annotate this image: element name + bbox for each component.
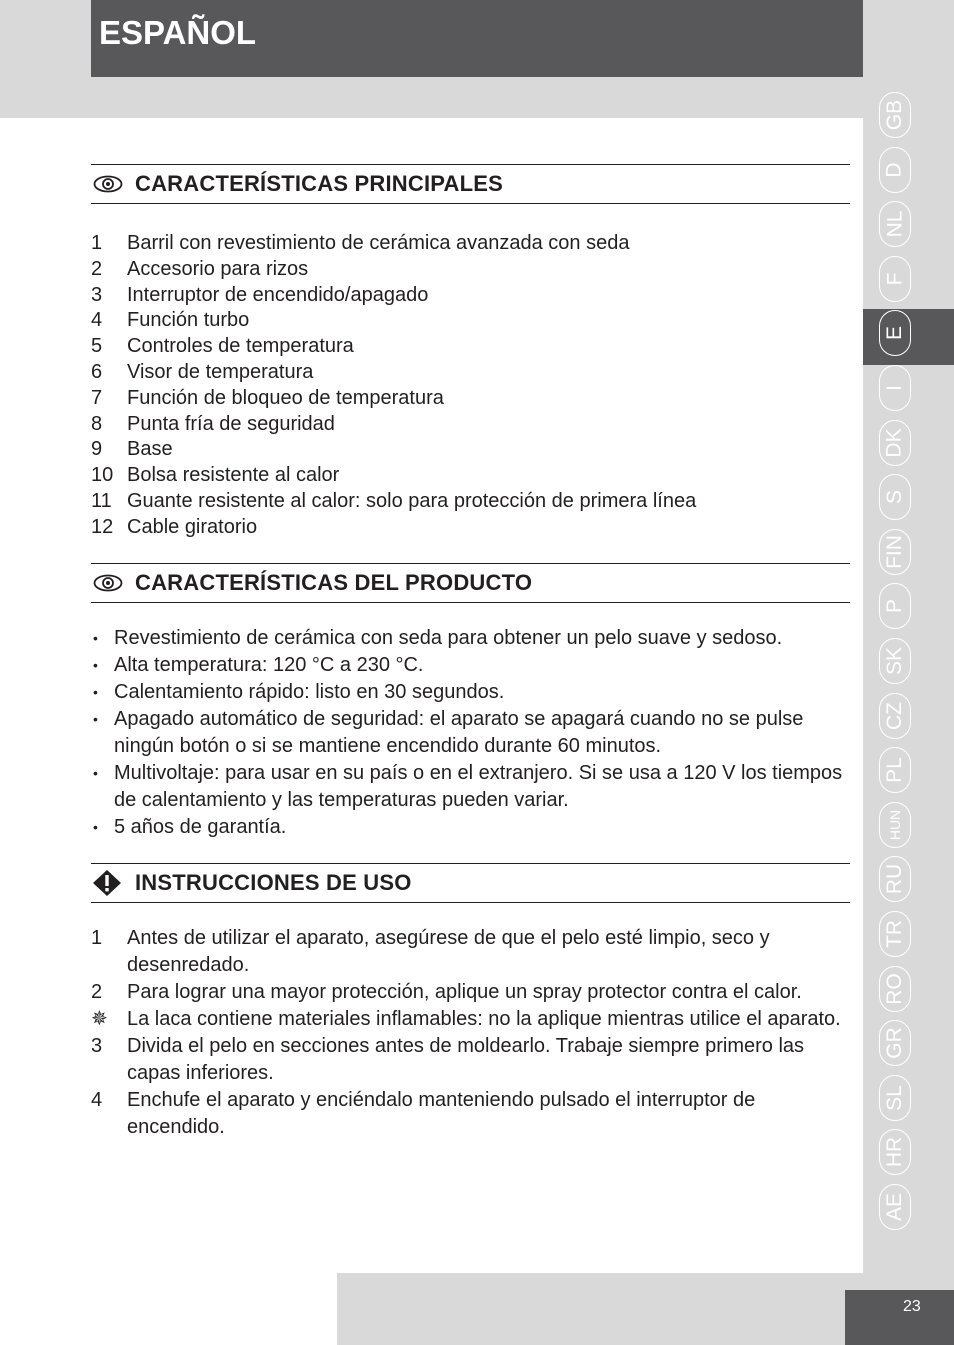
title-bar [91, 0, 863, 77]
language-tab-label: AE [882, 1192, 906, 1222]
list-item [91, 679, 850, 706]
step-text: Divida el pelo en secciones antes de moldearlo. Trabaje siempre primero las capas inferiores. [127, 1034, 805, 1084]
main-content [91, 164, 850, 1141]
step-number: 1 [91, 926, 103, 949]
item-number: 11 [91, 489, 112, 512]
language-tab-label: F [882, 272, 906, 286]
eye-icon [93, 573, 123, 593]
language-tab-sl[interactable] [879, 1075, 911, 1121]
list-item [91, 437, 850, 463]
language-tab-label: HR [883, 1137, 906, 1168]
page-number-box [845, 1290, 954, 1345]
language-tab-ae[interactable] [879, 1184, 911, 1230]
list-item [91, 283, 850, 309]
item-text: Punta fría de seguridad [127, 412, 335, 435]
language-tab-p[interactable] [879, 583, 911, 629]
step-text: Enchufe el aparato y enciéndalo manteniendo pulsado el interruptor de encendido. [127, 1088, 756, 1138]
section-title-instructions: INSTRUCCIONES DE USO [135, 869, 412, 895]
bullet: • [93, 710, 98, 727]
language-tab-label: S [882, 490, 906, 505]
list-item [91, 308, 850, 334]
item-text: Revestimiento de cerámica con seda para obtener un pelo suave y sedoso. [114, 626, 783, 649]
step-item [91, 979, 850, 1006]
item-text: Apagado automático de seguridad: el aparato se apagará cuando no se pulse ningún botón o si se mantiene encendido durante 60 minutos. [114, 707, 804, 757]
language-tab-label: D [882, 162, 906, 178]
item-number: 7 [91, 386, 103, 409]
item-text: Calentamiento rápido: listo en 30 segundos. [114, 680, 505, 703]
language-tab-gb[interactable] [879, 92, 911, 138]
section-header-product [91, 563, 850, 603]
language-tab-e[interactable] [879, 310, 911, 356]
language-tab-f[interactable] [879, 256, 911, 302]
list-item [91, 463, 850, 489]
step-number: 2 [91, 980, 103, 1003]
list-item [91, 360, 850, 386]
step-item [91, 1087, 850, 1141]
section-header-features [91, 164, 850, 204]
language-tab-fin[interactable] [879, 529, 911, 575]
list-item [91, 706, 850, 760]
item-text: Multivoltaje: para usar en su país o en el extranjero. Si se usa a 120 V los tiempos de calentamiento y las temperaturas pueden variar. [114, 761, 843, 811]
item-number: 9 [91, 438, 103, 461]
item-number: 12 [91, 515, 114, 538]
language-tab-i[interactable] [879, 365, 911, 411]
item-text: Alta temperatura: 120 °C a 230 °C. [114, 653, 424, 676]
language-tab-dk[interactable] [879, 420, 911, 466]
language-tab-ro[interactable] [879, 966, 911, 1012]
page-title: ESPAÑOL [99, 14, 257, 51]
list-item [91, 652, 850, 679]
language-tab-label: RU [883, 864, 906, 895]
product-features-list [91, 625, 850, 841]
item-text: Bolsa resistente al calor [127, 464, 340, 487]
language-tab-label: CZ [883, 701, 906, 730]
list-item [91, 386, 850, 412]
language-tab-nl[interactable] [879, 201, 911, 247]
language-tab-label: HUN [887, 809, 903, 840]
list-item [91, 334, 850, 360]
page-number: 23 [903, 1298, 921, 1315]
section-title-features: CARACTERÍSTICAS PRINCIPALES [135, 171, 504, 196]
list-item [91, 257, 850, 283]
language-tab-label: GR [883, 1027, 906, 1059]
language-tab-label: GB [883, 99, 906, 131]
step-text: La laca contiene materiales inflamables: no la aplique mientras utilice el aparato. [127, 1007, 841, 1030]
item-text: Cable giratorio [127, 515, 258, 538]
list-item [91, 489, 850, 515]
step-number: 4 [91, 1088, 103, 1111]
language-tab-label: SL [883, 1084, 906, 1111]
step-text: Antes de utilizar el aparato, asegúrese de que el pelo esté limpio, seco y desenredado. [127, 926, 770, 976]
item-number: 4 [91, 309, 103, 332]
instructions-list [91, 925, 850, 1141]
item-text: Base [127, 438, 173, 461]
language-tab-label: RO [883, 972, 906, 1005]
language-tab-s[interactable] [879, 474, 911, 520]
item-text: Accesorio para rizos [127, 257, 309, 280]
step-item [91, 1006, 850, 1033]
list-item [91, 515, 850, 541]
section-header-instructions [91, 863, 850, 903]
language-tab-d[interactable] [879, 147, 911, 193]
section-title-product: CARACTERÍSTICAS DEL PRODUCTO [135, 569, 533, 595]
warning-diamond-icon [93, 873, 123, 893]
language-tab-label: TR [883, 920, 906, 948]
step-item [91, 1033, 850, 1087]
item-text: Función de bloqueo de temperatura [127, 386, 444, 409]
language-tab-tr[interactable] [879, 911, 911, 957]
list-item [91, 814, 850, 841]
item-text: Controles de temperatura [127, 335, 354, 358]
item-number: 3 [91, 283, 103, 306]
language-tab-sk[interactable] [879, 638, 911, 684]
item-number: 1 [91, 232, 103, 254]
features-list [91, 231, 850, 541]
eye-icon [93, 174, 123, 194]
step-text: Para lograr una mayor protección, aplique un spray protector contra el calor. [127, 980, 802, 1003]
item-text: Barril con revestimiento de cerámica avanzada con seda [127, 232, 630, 254]
list-item [91, 625, 850, 652]
bullet: • [93, 764, 98, 781]
language-tab-label: PL [883, 757, 906, 784]
language-tab-label: FIN [883, 534, 907, 569]
item-text: Guante resistente al calor: solo para protección de primera línea [127, 489, 697, 512]
step-number: ✵ [91, 1007, 108, 1030]
step-item [91, 925, 850, 979]
language-tab-gr[interactable] [879, 1020, 911, 1066]
bullet: • [93, 818, 98, 835]
item-text: Función turbo [127, 309, 250, 332]
language-tab-label: NL [882, 210, 906, 238]
list-item [91, 760, 850, 814]
step-number: 3 [91, 1034, 103, 1057]
bullet: • [93, 629, 98, 646]
language-tab-label: DK [883, 428, 906, 458]
language-tab-hun[interactable] [879, 802, 911, 848]
item-number: 6 [91, 360, 103, 383]
item-number: 5 [91, 335, 103, 358]
item-number: 2 [91, 257, 103, 280]
bullet: • [93, 656, 98, 673]
language-tab-pl[interactable] [879, 747, 911, 793]
language-tab-hr[interactable] [879, 1129, 911, 1175]
language-tab-label: I [883, 385, 906, 391]
list-item [91, 412, 850, 438]
item-number: 10 [91, 464, 114, 487]
language-tab-label: P [882, 599, 906, 614]
list-item [91, 231, 850, 257]
language-tab-label: SK [882, 646, 906, 676]
bullet: • [93, 683, 98, 700]
language-tab-label: E [882, 326, 906, 341]
language-tab-cz[interactable] [879, 693, 911, 739]
item-text: Interruptor de encendido/apagado [127, 283, 429, 306]
item-number: 8 [91, 412, 103, 435]
item-text: Visor de temperatura [127, 360, 314, 383]
language-tab-ru[interactable] [879, 856, 911, 902]
item-text: 5 años de garantía. [114, 815, 287, 838]
